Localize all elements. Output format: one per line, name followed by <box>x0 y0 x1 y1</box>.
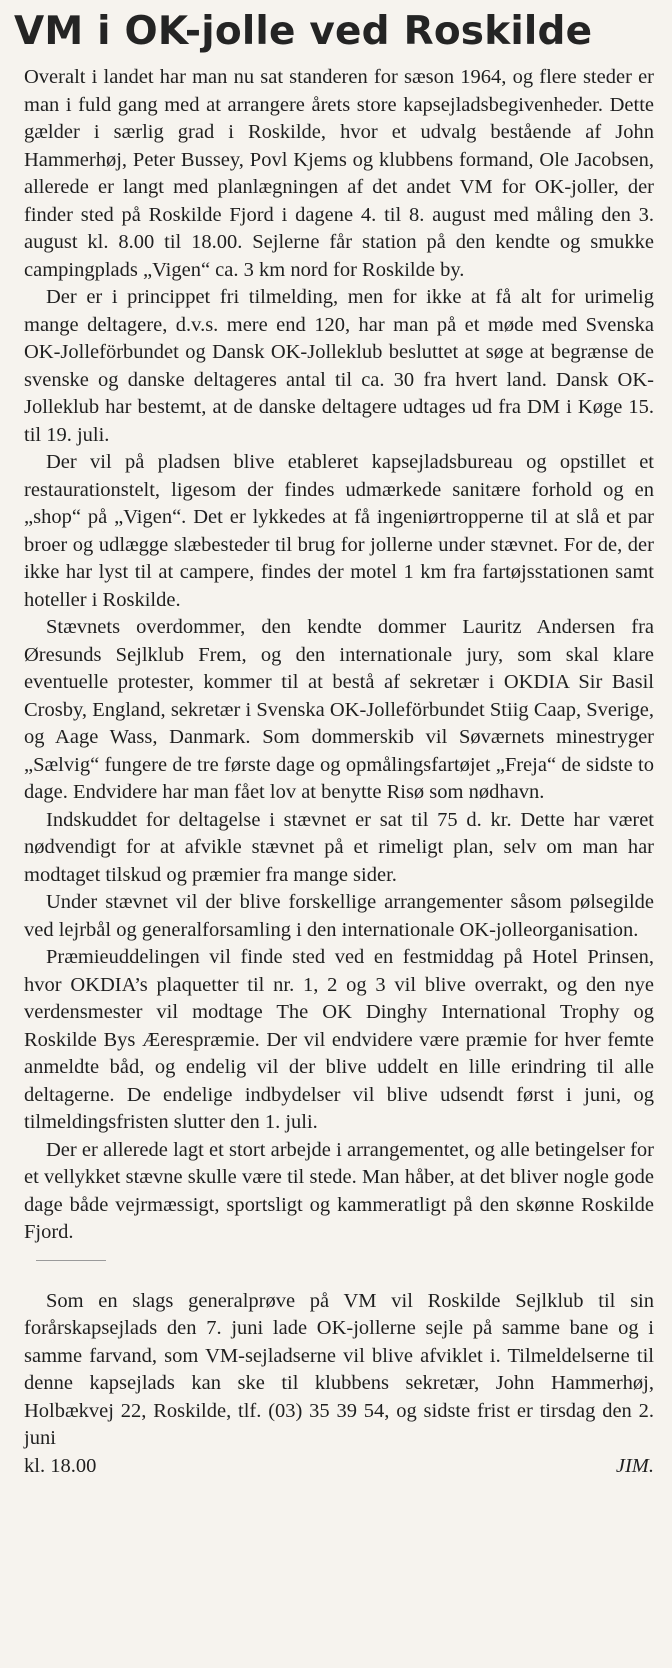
article-paragraph: Overalt i landet har man nu sat standeren for sæson 1964, og flere steder er man i fuld gang med at arrangere årets store kapsejladsbegivenheder. Dette gælder i særlig grad i Roskilde, hvor et udvalg bestående af John Hammerhøj, Peter Bussey, Povl Kjems og klubbens formand, Ole Jacobsen, allerede er langt med planlægningen af det andet VM for OK-joller, der finder sted på Roskilde Fjord i dagene 4. til 8. august med måling den 3. august kl. 8.00 til 18.00. Sejlerne får station på den kendte og smukke campingplads „Vigen“ ca. 3 km nord for Roskilde by. <box>24 66 654 281</box>
article-paragraph: Præmieuddelingen vil finde sted ved en festmiddag på Hotel Prinsen, hvor OKDIA’s plaquetter til nr. 1, 2 og 3 vil blive overrakt, og den nye verdensmester vil modtage The OK Dinghy International Trophy og Roskilde Bys Æerespræmie. Der vil endvidere være præmie for hver femte anmeldte båd, og endelig vil der blive uddelt en lille erindring til alle deltagerne. De endelige indbydelser vil blive udsendt først i juni, og tilmeldingsfristen slutter den 1. juli. <box>24 946 654 1133</box>
section-divider <box>24 1260 654 1288</box>
divider-line <box>36 1260 106 1261</box>
postscript-paragraph: Som en slags generalprøve på VM vil Roskilde Sejlklub til sin forårskapsejlads den 7. juni lade OK-jollerne sejle på samme bane og i samme farvand, som VM-sejladserne vil blive afviklet i. Tilmeldelserne til denne kapsejlads kan ske til klubbens sekretær, John Hammerhøj, Holbækvej 22, Roskilde, tlf. (03) 35 39 54, og sidste frist er tirsdag den 2. juni <box>24 1289 654 1449</box>
article-paragraph: Under stævnet vil der blive forskellige arrangementer såsom pølsegilde ved lejrbål og generalforsamling i den internationale OK-jolleorganisation. <box>24 891 654 941</box>
closing-time: kl. 18.00 <box>24 1454 97 1477</box>
article-paragraph: Indskuddet for deltagelse i stævnet er sat til 75 d. kr. Dette har været nødvendigt for at afvikle stævnet på et rimeligt plan, selv om man har modtaget tilskud og præmier fra mange sider. <box>24 808 654 886</box>
article-body <box>24 64 654 1480</box>
signoff-line <box>24 1453 654 1481</box>
article-headline: VM i OK-jolle ved Roskilde <box>14 9 593 54</box>
article-paragraph: Der vil på pladsen blive etableret kapsejladsbureau og opstillet et restaurationstelt, ligesom der findes udmærkede sanitære forhold og en „shop“ på „Vigen“. Det er lykkedes at få ingeniørtropperne til at slå et par broer og udlægge slæbesteder til brug for jollerne under stævnet. For de, der ikke har lyst til at campere, findes der motel 1 km fra fartøjsstationen samt hoteller i Roskilde. <box>24 451 654 611</box>
article-paragraph: Stævnets overdommer, den kendte dommer Lauritz Andersen fra Øresunds Sejlklub Frem, og den internationale jury, som skal klare eventuelle protester, kommer til at bestå af sekretær i OKDIA Sir Basil Crosby, England, sekretær i Svenska OK-Jolleförbundet Stiig Caap, Sverige, og Aage Wass, Danmark. Som dommerskib vil Søværnets minestryger „Sælvig“ fungere de tre første dage og opmålingsfartøjet „Freja“ de sidste to dage. Endvidere har man fået lov at benytte Risø som nødhavn. <box>24 616 654 803</box>
article-paragraph: Der er i princippet fri tilmelding, men for ikke at få alt for urimelig mange deltagere, d.v.s. mere end 120, har man på et møde med Svenska OK-Jolleförbundet og Dansk OK-Jolleklub besluttet at søge at begrænse de svenske og danske deltageres antal til ca. 30 fra hvert land. Dansk OK-Jolleklub har bestemt, at de danske deltagere udtages ud fra DM i Køge 15. til 19. juli. <box>24 286 654 446</box>
article-paragraph: Der er allerede lagt et stort arbejde i arrangementet, og alle betingelser for et vellykket stævne skulle være til stede. Man håber, at det bliver nogle gode dage både vejrmæssigt, sportsligt og kammeratligt på den skønne Roskilde Fjord. <box>24 1138 654 1243</box>
author-signature: JIM. <box>615 1454 654 1477</box>
